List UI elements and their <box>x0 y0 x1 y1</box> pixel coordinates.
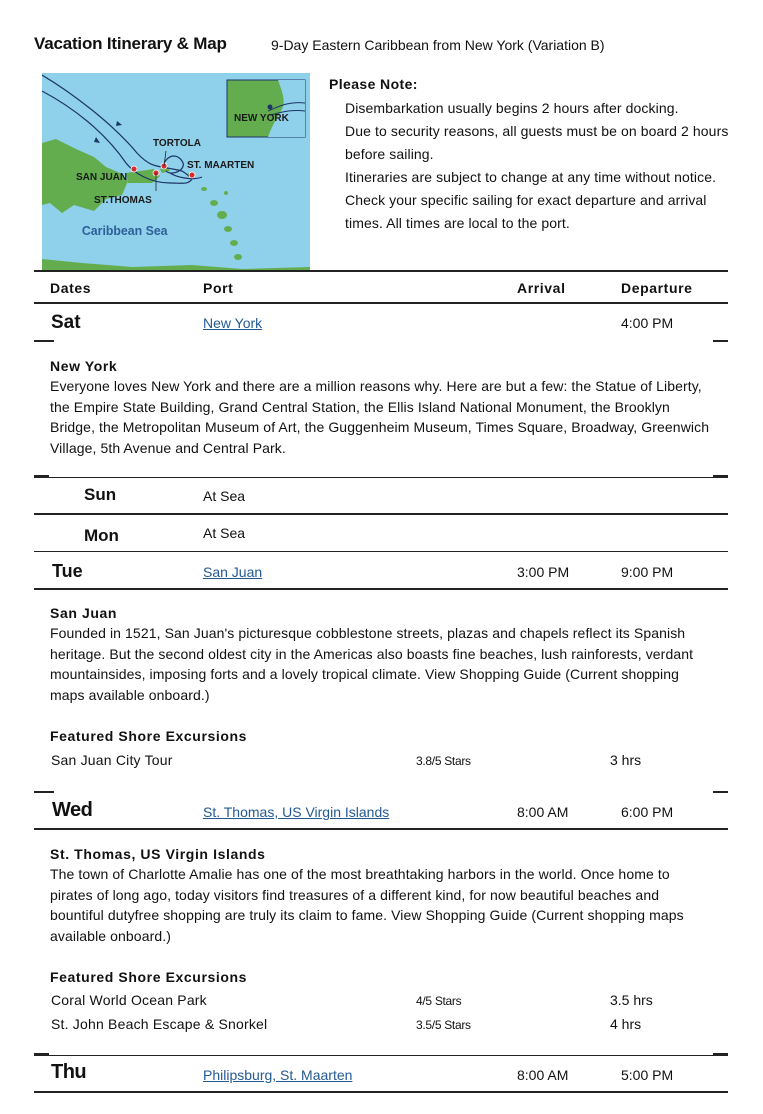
note-item: Disembarkation usually begins 2 hours after docking. <box>345 100 679 116</box>
excursions-title: Featured Shore Excursions <box>50 728 248 744</box>
port-description-new-york <box>50 356 710 458</box>
map-label-san-juan: SAN JUAN <box>76 172 128 183</box>
itinerary-row-sun <box>34 477 728 513</box>
map-label-tortola: TORTOLA <box>153 138 201 149</box>
note-list <box>329 97 729 235</box>
route-map-graphic <box>42 73 310 270</box>
please-note-panel <box>329 75 729 235</box>
map-label-st-maarten: ST. MAARTEN <box>187 160 255 171</box>
itinerary-row-wed <box>34 793 728 829</box>
map-label-sea: Caribbean Sea <box>81 223 168 239</box>
excursion-name: Coral World Ocean Park <box>51 992 207 1008</box>
map-label-new-york: NEW YORK <box>234 113 289 124</box>
excursion-row[interactable] <box>50 992 710 1012</box>
port-link-st-thomas[interactable]: St. Thomas, US Virgin Islands <box>203 804 390 820</box>
day-label: Sun <box>84 485 117 504</box>
excursions-title: Featured Shore Excursions <box>50 969 248 985</box>
row-divider <box>34 828 728 830</box>
header-dates: Dates <box>50 280 92 296</box>
excursion-name: San Juan City Tour <box>51 752 173 768</box>
day-label: Mon <box>84 526 119 545</box>
excursion-name: St. John Beach Escape & Snorkel <box>51 1016 268 1032</box>
port-description-st-thomas <box>50 844 710 946</box>
page-title: Vacation Itinerary & Map <box>34 34 227 53</box>
port-description-san-juan <box>50 603 710 705</box>
row-divider-right <box>713 340 728 342</box>
page-subtitle: 9-Day Eastern Caribbean from New York (Variation B) <box>271 37 605 53</box>
departure-time: 6:00 PM <box>621 804 674 820</box>
note-item: Check your specific sailing for exact departure and arrival times. All times are local to the port. <box>345 192 707 231</box>
itinerary-row-tue <box>34 553 728 589</box>
note-item: Due to security reasons, all guests must be on board 2 hours before sailing. <box>345 123 729 162</box>
excursion-rating: 3.5/5 Stars <box>416 1018 471 1032</box>
row-divider <box>34 588 728 590</box>
table-top-divider <box>34 270 728 272</box>
arrival-time: 3:00 PM <box>517 564 570 580</box>
port-link-philipsburg[interactable]: Philipsburg, St. Maarten <box>203 1067 353 1083</box>
port-marker-st-maarten <box>189 172 195 178</box>
day-label: Sat <box>51 312 81 333</box>
port-text: At Sea <box>203 488 246 504</box>
row-divider <box>34 551 728 552</box>
header-port: Port <box>203 280 234 296</box>
excursion-duration: 3 hrs <box>610 752 642 768</box>
port-link-san-juan[interactable]: San Juan <box>203 564 263 580</box>
row-divider-left <box>34 340 54 342</box>
inset-map <box>227 80 305 137</box>
excursion-duration: 3.5 hrs <box>610 992 653 1008</box>
port-marker-san-juan <box>131 166 137 172</box>
day-label: Tue <box>52 561 83 581</box>
page-header <box>34 34 734 56</box>
excursion-rating: 4/5 Stars <box>416 994 462 1008</box>
departure-time: 4:00 PM <box>621 315 674 331</box>
departure-time: 5:00 PM <box>621 1067 674 1083</box>
excursion-duration: 4 hrs <box>610 1016 642 1032</box>
port-description-title: St. Thomas, US Virgin Islands <box>50 846 266 862</box>
excursion-rating: 3.8/5 Stars <box>416 754 471 768</box>
map-label-st-thomas: ST.THOMAS <box>94 195 152 206</box>
port-description-text: Founded in 1521, San Juan's picturesque cobblestone streets, plazas and chapels reflect its Spanish heritage. But the second oldest city in the Americas also boasts fine beaches, lush rainforests, verdant mountainsides, imposing forts and a lovely tropical climate. View Shopping Guide (Current shopping maps available onboard.) <box>50 625 694 703</box>
excursion-row[interactable] <box>50 1016 710 1036</box>
port-link-new-york[interactable]: New York <box>203 315 263 331</box>
itinerary-row-sat <box>34 304 728 340</box>
port-description-title: San Juan <box>50 605 118 621</box>
itinerary-row-mon <box>34 515 728 551</box>
day-label: Wed <box>52 799 93 821</box>
header-arrival: Arrival <box>517 280 566 296</box>
header-departure: Departure <box>621 280 693 296</box>
port-description-text: Everyone loves New York and there are a million reasons why. Here are but a few: the Statue of Liberty, the Empire State Building, Grand Central Station, the Ellis Island National Monument, the Brooklyn Bridge, the Metropolitan Museum of Art, the Guggenheim Museum, Times Square, Broadway, Greenwich Village, 5th Avenue and Central Park. <box>50 378 710 456</box>
arrival-time: 8:00 AM <box>517 1067 569 1083</box>
excursion-row[interactable] <box>50 752 710 772</box>
note-title: Please Note: <box>329 76 418 92</box>
route-map <box>42 73 310 270</box>
port-description-title: New York <box>50 358 118 374</box>
itinerary-row-thu <box>34 1056 728 1092</box>
port-description-text: The town of Charlotte Amalie has one of the most breathtaking harbors in the world. Once home to pirates of long ago, today visitors find treasures of a different kind, for now beautiful beaches and bountiful dutyfree shopping are truly its claim to fame. View Shopping Guide (Current shopping maps available onboard.) <box>50 866 684 944</box>
departure-time: 9:00 PM <box>621 564 674 580</box>
day-label: Thu <box>51 1061 87 1083</box>
note-item: Itineraries are subject to change at any time without notice. <box>345 169 717 185</box>
port-text: At Sea <box>203 525 246 541</box>
row-divider <box>34 1091 728 1093</box>
arrival-time: 8:00 AM <box>517 804 569 820</box>
